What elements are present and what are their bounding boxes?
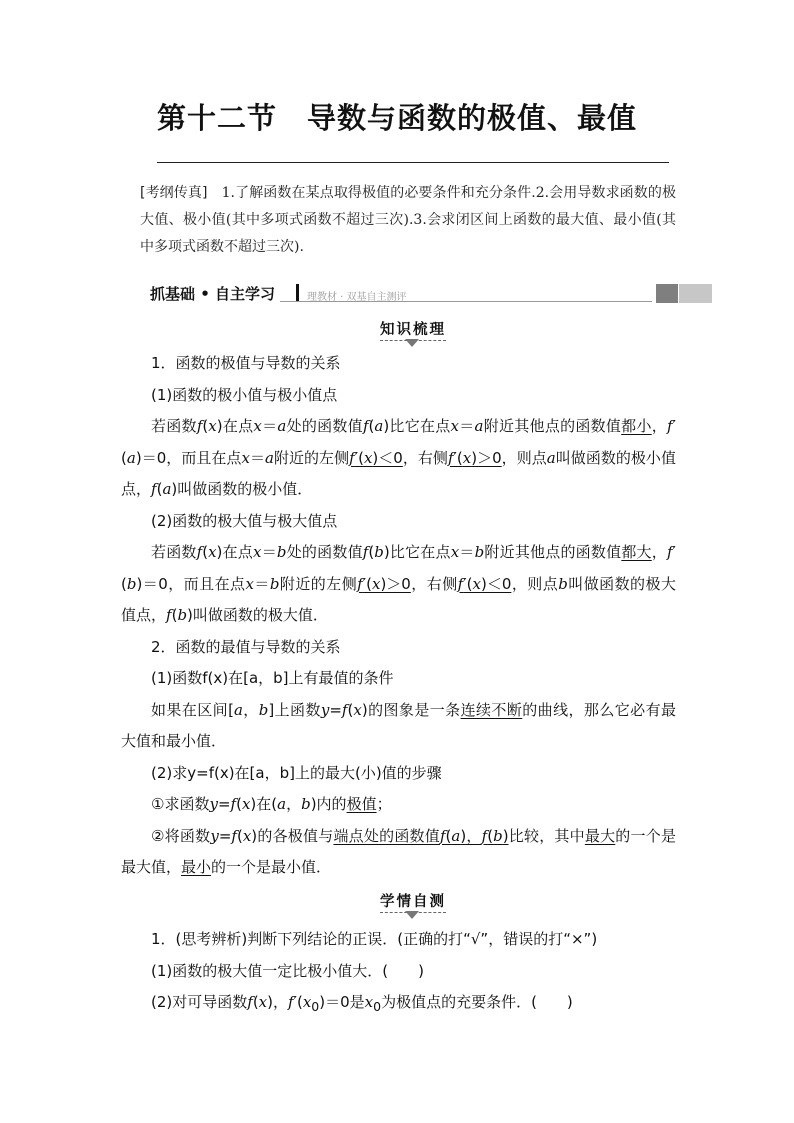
heading-2: 2．函数的最值与导数的关系 <box>151 637 341 656</box>
heading-2-2: (2)求y=f(x)在[a，b]上的最大(小)值的步骤 <box>151 763 442 782</box>
outline-text: 1.了解函数在某点取得极值的必要条件和充分条件.2.会用导数求函数的极大值、极小值(其中多项式函数不超过三次).3.会求闭区间上函数的最大值、最小值(其中多项式函数不超过三次). <box>140 185 676 255</box>
banner-subtitle: 理教材 · 双基自主测评 <box>307 292 407 303</box>
heading-1: 1．函数的极值与导数的关系 <box>151 354 341 372</box>
self-test-content <box>121 924 676 1023</box>
min-point-paragraph: 若函数f(x)在点x＝a处的函数值f(a)比它在点x＝a附近其他点的函数值都小，f′(a)＝0，而且在点x＝a附近的左侧f′(x)＜0，右侧f′(x)＞0，则点a叫做函数的极小值点，f(a)叫做函数的极小值． <box>121 417 676 498</box>
banner-block-dark <box>656 284 678 303</box>
continuity-paragraph: 如果在区间[a，b]上函数y=f(x)的图象是一条连续不断的曲线，那么它必有最大值和最小值． <box>121 700 676 750</box>
question-1: 1．(思考辨析)判断下列结论的正误．(正确的打“√”，错误的打“×”) <box>151 930 598 948</box>
title-divider <box>157 162 669 163</box>
triangle-marker-icon <box>405 339 419 347</box>
page-title <box>0 96 794 137</box>
heading-2-1: (1)函数f(x)在[a，b]上有最值的条件 <box>151 669 394 687</box>
section-heading-selftest <box>0 890 794 913</box>
section-heading-label: 学情自测 <box>380 890 446 913</box>
triangle-marker-icon <box>405 911 419 919</box>
banner-block-light <box>679 284 712 303</box>
banner-title: 抓基础 • 自主学习 <box>150 285 276 303</box>
syllabus-outline <box>140 180 676 261</box>
section-banner <box>140 283 712 303</box>
heading-1-2: (2)函数的极大值与极大值点 <box>151 511 338 530</box>
section-title: 导数与函数的极值、最值 <box>307 101 638 135</box>
banner-separator <box>296 284 299 301</box>
max-point-paragraph: 若函数f(x)在点x＝b处的函数值f(b)比它在点x＝b附近其他点的函数值都大，f′(b)＝0，而且在点x＝b附近的左侧f′(x)＞0，右侧f′(x)＜0，则点b叫做函数的极大值点，f(b)叫做函数的极大值． <box>121 543 676 624</box>
step-1: ①求函数y=f(x)在(a，b)内的极值； <box>151 795 392 813</box>
question-1-2: (2)对可导函数f(x)，$f'(x_0)=0$是$x_0$为极值点的充要条件．( ) <box>151 993 573 1014</box>
step-2: ②将函数y=f(x)的各极值与端点处的函数值f(a)，f(b)比较，其中最大的一个是最大值，最小的一个是最小值． <box>121 826 676 876</box>
knowledge-content <box>121 348 676 884</box>
heading-1-1: (1)函数的极小值与极小值点 <box>151 385 338 404</box>
question-1-1: (1)函数的极大值一定比极小值大．( ) <box>151 961 424 980</box>
banner-underline <box>280 301 652 302</box>
section-number: 第十二节 <box>156 101 277 135</box>
section-heading-knowledge <box>0 318 794 341</box>
outline-tag: [考纲传真] <box>140 185 208 201</box>
section-heading-label: 知识梳理 <box>380 318 446 341</box>
